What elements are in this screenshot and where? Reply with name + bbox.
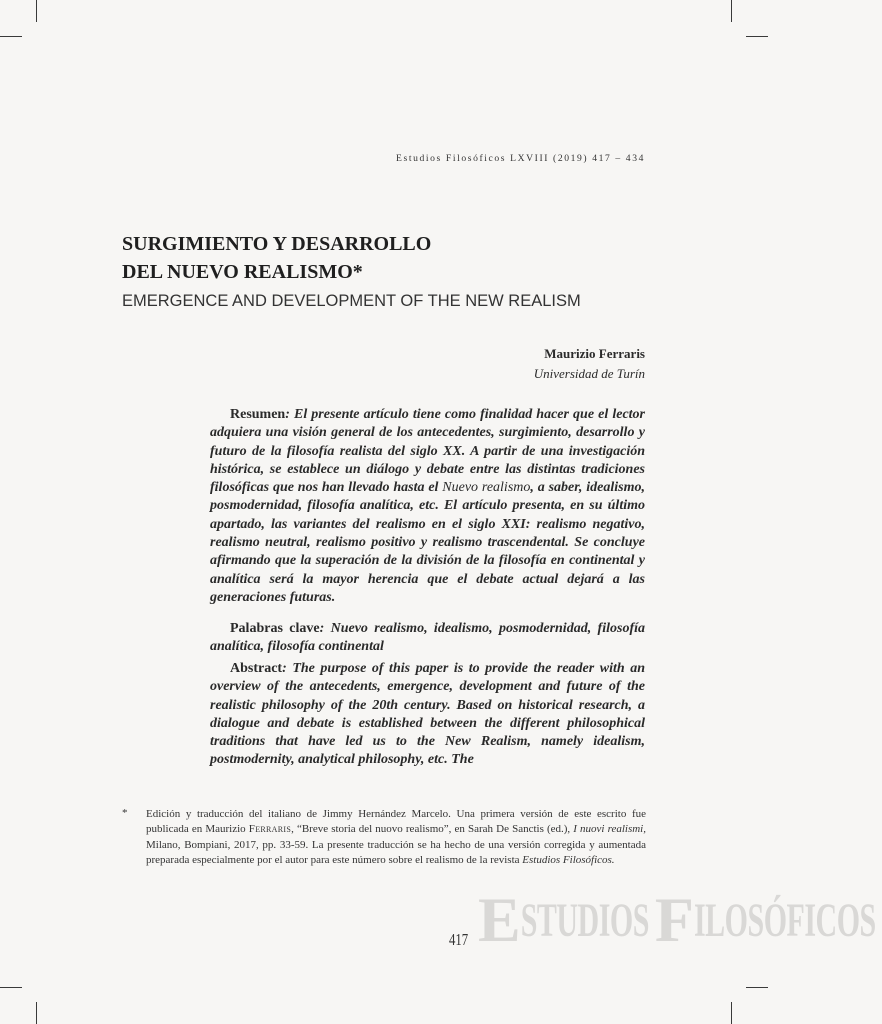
abstract-label: Abstract bbox=[230, 661, 283, 676]
resumen-label: Resumen bbox=[230, 407, 286, 422]
logo-word: ILOSÓFICOS bbox=[694, 894, 876, 948]
crop-mark bbox=[746, 36, 768, 37]
footnote-marker: * bbox=[122, 807, 128, 819]
title-line-2: DEL NUEVO REALISMO* bbox=[122, 261, 363, 283]
title-line-1: SURGIMIENTO Y DESARROLLO bbox=[122, 233, 432, 255]
article-subtitle: EMERGENCE AND DEVELOPMENT OF THE NEW REALISM bbox=[122, 292, 581, 310]
abstract-paragraph bbox=[210, 660, 645, 770]
resumen-text: : El presente artículo tiene como finalidad hacer que el lector adquiera una visión general de los antecedentes, surgimiento, desarrollo y futuro de la filosofía realista del siglo XX. A partir de una investigación histórica, se establece un diálogo y debate entre las distintas tradiciones filosóficas que nos han llevado hasta el bbox=[210, 407, 645, 496]
footnote-text: Edición y traducción del italiano de Jimmy Hernández Marcelo. Una primera versión de este escrito fue publicada en Maurizio bbox=[146, 808, 646, 836]
author-name: Maurizio Ferraris bbox=[544, 346, 645, 361]
resumen-paragraph bbox=[210, 406, 645, 607]
journal-logo bbox=[478, 884, 876, 956]
keywords-paragraph bbox=[210, 620, 645, 657]
crop-mark bbox=[0, 36, 22, 37]
crop-mark bbox=[36, 1002, 37, 1024]
crop-mark bbox=[731, 1002, 732, 1024]
logo-letter: E bbox=[478, 884, 521, 955]
keywords-label: Palabras clave bbox=[230, 621, 320, 636]
article-title bbox=[122, 230, 582, 286]
resumen-emphasis: Nuevo realismo bbox=[442, 480, 531, 496]
footnote-text: Milano, Bompiani, 2017, pp. 33-59. La presente traducción se ha hecho de una versión corregida y aumentada preparada especialmente por el autor para este número sobre el realismo de la revista bbox=[146, 838, 646, 867]
footnote bbox=[146, 807, 646, 869]
author-block bbox=[400, 344, 645, 384]
footnote-text: , “Breve storia del nuovo realismo”, en Sarah De Sanctis (ed.), bbox=[291, 823, 574, 836]
abstract-text: : The purpose of this paper is to provide the reader with an overview of the antecedents, emergence, development and future of the realistic philosophy of the 20th century. Based on historical research, a dialogue and debate is established between the different philosophical traditions that have led us to the New Realism, namely idealism, postmodernity, analytical philosophy, etc. The bbox=[210, 661, 645, 768]
footnote-book-title: I nuovi realismi, bbox=[573, 823, 646, 836]
crop-mark bbox=[731, 0, 732, 22]
logo-letter: F bbox=[654, 884, 694, 955]
running-head: Estudios Filosóficos LXVIII (2019) 417 – 434 bbox=[396, 153, 645, 164]
footnote-author: Ferraris bbox=[248, 823, 292, 836]
author-affiliation: Universidad de Turín bbox=[533, 366, 645, 381]
keywords-text: : Nuevo realismo, idealismo, posmodernidad, filosofía analítica, filosofía continental bbox=[210, 621, 645, 655]
footnote-journal-title: Estudios Filosóficos. bbox=[522, 854, 615, 867]
crop-mark bbox=[36, 0, 37, 22]
resumen-text-end: , a saber, idealismo, posmodernidad, filosofía analítica, etc. El artículo presenta, en su último apartado, las variantes del realismo en el siglo XXI: realismo negativo, realismo neutral, realismo positivo y realismo trascendental. Se concluye afirmando que la superación de la división de la filosofía en continental y analítica será la mayor herencia que el debate actual dejará a las generaciones futuras. bbox=[210, 480, 645, 605]
crop-mark bbox=[0, 987, 22, 988]
crop-mark bbox=[746, 987, 768, 988]
logo-word: STUDIOS bbox=[520, 894, 649, 948]
page-number: 417 bbox=[449, 930, 469, 949]
